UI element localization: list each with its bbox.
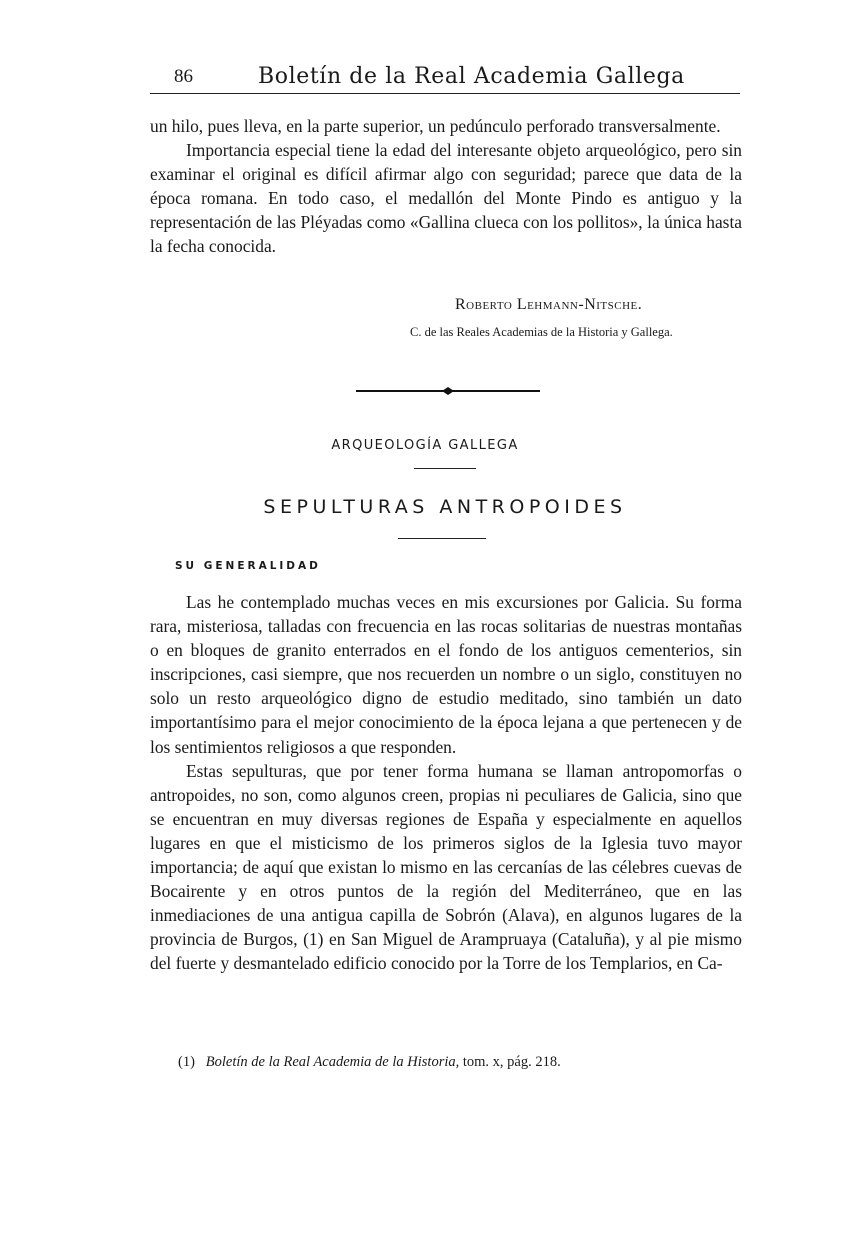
paragraph: Estas sepulturas, que por tener forma humana se llaman antropomorfas o antropoides, no son, como algunos creen, propias ni peculiares de Galicia, sino que se encuentran en muy diversas regiones de España y especialmente en aquellos lugares en que el misticismo de los primeros siglos de la Iglesia tuvo mayor importancia; de aquí que existan lo mismo en las cercanías de las célebres cuevas de Bocairente y en otros puntos de la región del Mediterráneo, que en las inmediaciones de una antigua capilla de Sobrón (Alava), en algunos lugares de la provincia de Burgos, (1) en San Miguel de Arampruaya (Cataluña), y al pie mismo del fuerte y desmantelado edificio conocido por la Torre de los Templarios, en Ca- bbox=[150, 760, 742, 974]
section-label-rule bbox=[414, 468, 476, 469]
subheading: SU GENERALIDAD bbox=[175, 560, 321, 572]
footnote-detail: tom. x, pág. 218. bbox=[462, 1054, 561, 1070]
paragraph: un hilo, pues lleva, en la parte superior, un pedúnculo perforado transversalmente. bbox=[150, 116, 721, 136]
page-number: 86 bbox=[174, 66, 193, 87]
article-body bbox=[150, 590, 742, 976]
paragraph: Las he contemplado muchas veces en mis excursiones por Galicia. Su forma rara, misteriosa, talladas con frecuencia en las rocas solitarias de nuestras montañas o en bloques de granito enterrados en el fondo de los antiguos cementerios, sin inscripciones, casi siempre, que nos recuerden un nombre o un siglo, constituyen no solo un resto arqueológico digno de estudio meditado, sino también un dato importantísimo para el mejor conocimiento de la época lejana a que pertenecen y de los sentimientos religiosos a que responden. bbox=[150, 592, 742, 757]
header-rule bbox=[150, 93, 740, 94]
footnote bbox=[178, 1054, 561, 1071]
title-rule bbox=[398, 538, 486, 539]
section-divider-ornament bbox=[356, 386, 540, 396]
footnote-source: Boletín de la Real Academia de la Historia, bbox=[205, 1054, 460, 1070]
running-title: Boletín de la Real Academia Gallega bbox=[258, 64, 685, 89]
section-label: ARQUEOLOGÍA GALLEGA bbox=[331, 438, 519, 453]
footnote-marker: (1) bbox=[178, 1054, 195, 1070]
previous-article-body bbox=[150, 114, 742, 259]
author-affiliation: C. de las Reales Academias de la Historia y Gallega. bbox=[410, 325, 673, 339]
author-signature: Roberto Lehmann-Nitsche. bbox=[455, 296, 643, 313]
page-header bbox=[150, 60, 740, 94]
paragraph: Importancia especial tiene la edad del interesante objeto arqueológico, pero sin examinar el original es difícil afirmar algo con seguridad; parece que data de la época romana. En todo caso, el medallón del Monte Pindo es antiguo y la representación de las Pléyadas como «Gallina clueca con los pollitos», la única hasta la fecha conocida. bbox=[150, 140, 742, 257]
article-title: SEPULTURAS ANTROPOIDES bbox=[263, 496, 627, 518]
